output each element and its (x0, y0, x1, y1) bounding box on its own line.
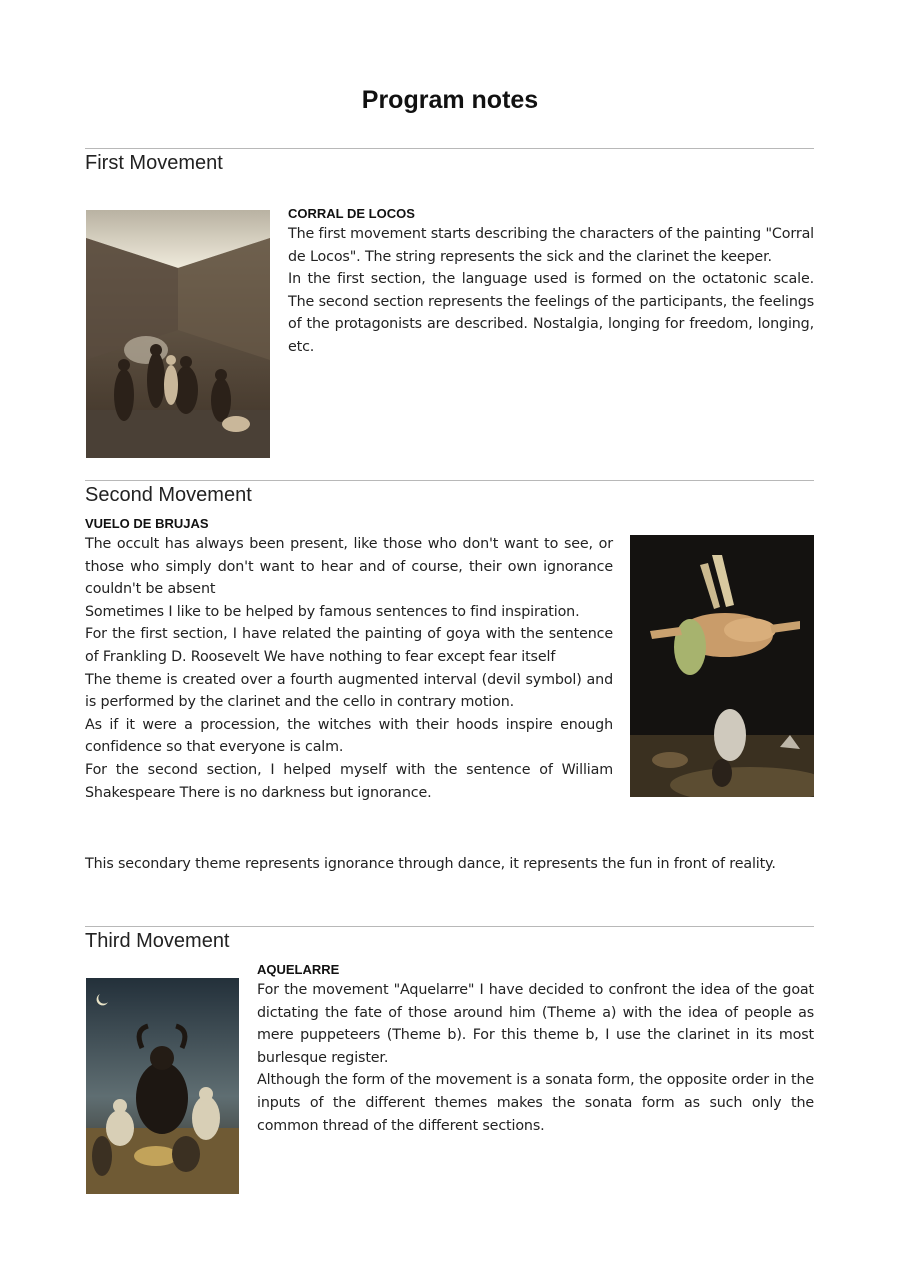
movement-heading-third: Third Movement (85, 930, 230, 952)
movement-closing-second (85, 853, 814, 876)
paragraph: The occult has always been present, like those who don't want to see, or those who simply don't want to hear and of course, their own ignorance couldn't be absent (85, 536, 613, 598)
divider (85, 480, 814, 481)
movement-text-first (288, 206, 814, 359)
paragraph: For the first section, I have related the painting of goya with the sentence of Frankling D. Roosevelt We have nothing to fear except fear itself (85, 626, 613, 665)
paragraph: Although the form of the movement is a sonata form, the opposite order in the inputs of the different themes makes the sonata form as such only the common thread of the different sections. (257, 1072, 814, 1134)
movement-text-third (257, 962, 814, 1137)
painting-corral-de-locos-image (86, 210, 270, 458)
page-title: Program notes (361, 86, 539, 114)
divider (85, 926, 814, 927)
movement-subtitle-first: CORRAL DE LOCOS (288, 206, 415, 221)
paragraph: This secondary theme represents ignorance through dance, it represents the fun in front of reality. (85, 856, 776, 872)
movement-heading-second: Second Movement (85, 484, 252, 506)
paragraph: For the second section, I helped myself with the sentence of William Shakespeare There is no darkness but ignorance. (85, 761, 613, 801)
movement-subtitle-third: AQUELARRE (257, 962, 340, 977)
paragraph: The theme is created over a fourth augmented interval (devil symbol) and is performed by the clarinet and the cello in contrary motion. (85, 671, 613, 711)
paragraph: For the movement "Aquelarre" I have decided to confront the idea of the goat dictating the fate of those around him (Theme a) with the idea of people as mere puppeteers (Theme b). For this theme b, I use the clarinet in its most burlesque register. (257, 982, 814, 1066)
paragraph: As if it were a procession, the witches with their hoods inspire enough confidence so that everyone is calm. (85, 716, 613, 756)
movement-text-second (85, 516, 613, 804)
paragraph: In the first section, the language used is formed on the octatonic scale. The second section represents the feelings of the participants, the feelings of the protagonists are described. Nostalgia, longing for freedom, longing, etc. (288, 271, 814, 355)
movement-heading-first: First Movement (85, 152, 223, 174)
divider (85, 148, 814, 149)
paragraph: The first movement starts describing the characters of the painting "Corral de Locos". The string represents the sick and the clarinet the keeper. (288, 226, 814, 265)
painting-vuelo-de-brujas-image (630, 535, 814, 797)
painting-aquelarre-image (86, 978, 239, 1194)
paragraph: Sometimes I like to be helped by famous sentences to find inspiration. (85, 603, 580, 620)
movement-subtitle-second: VUELO DE BRUJAS (85, 516, 209, 531)
